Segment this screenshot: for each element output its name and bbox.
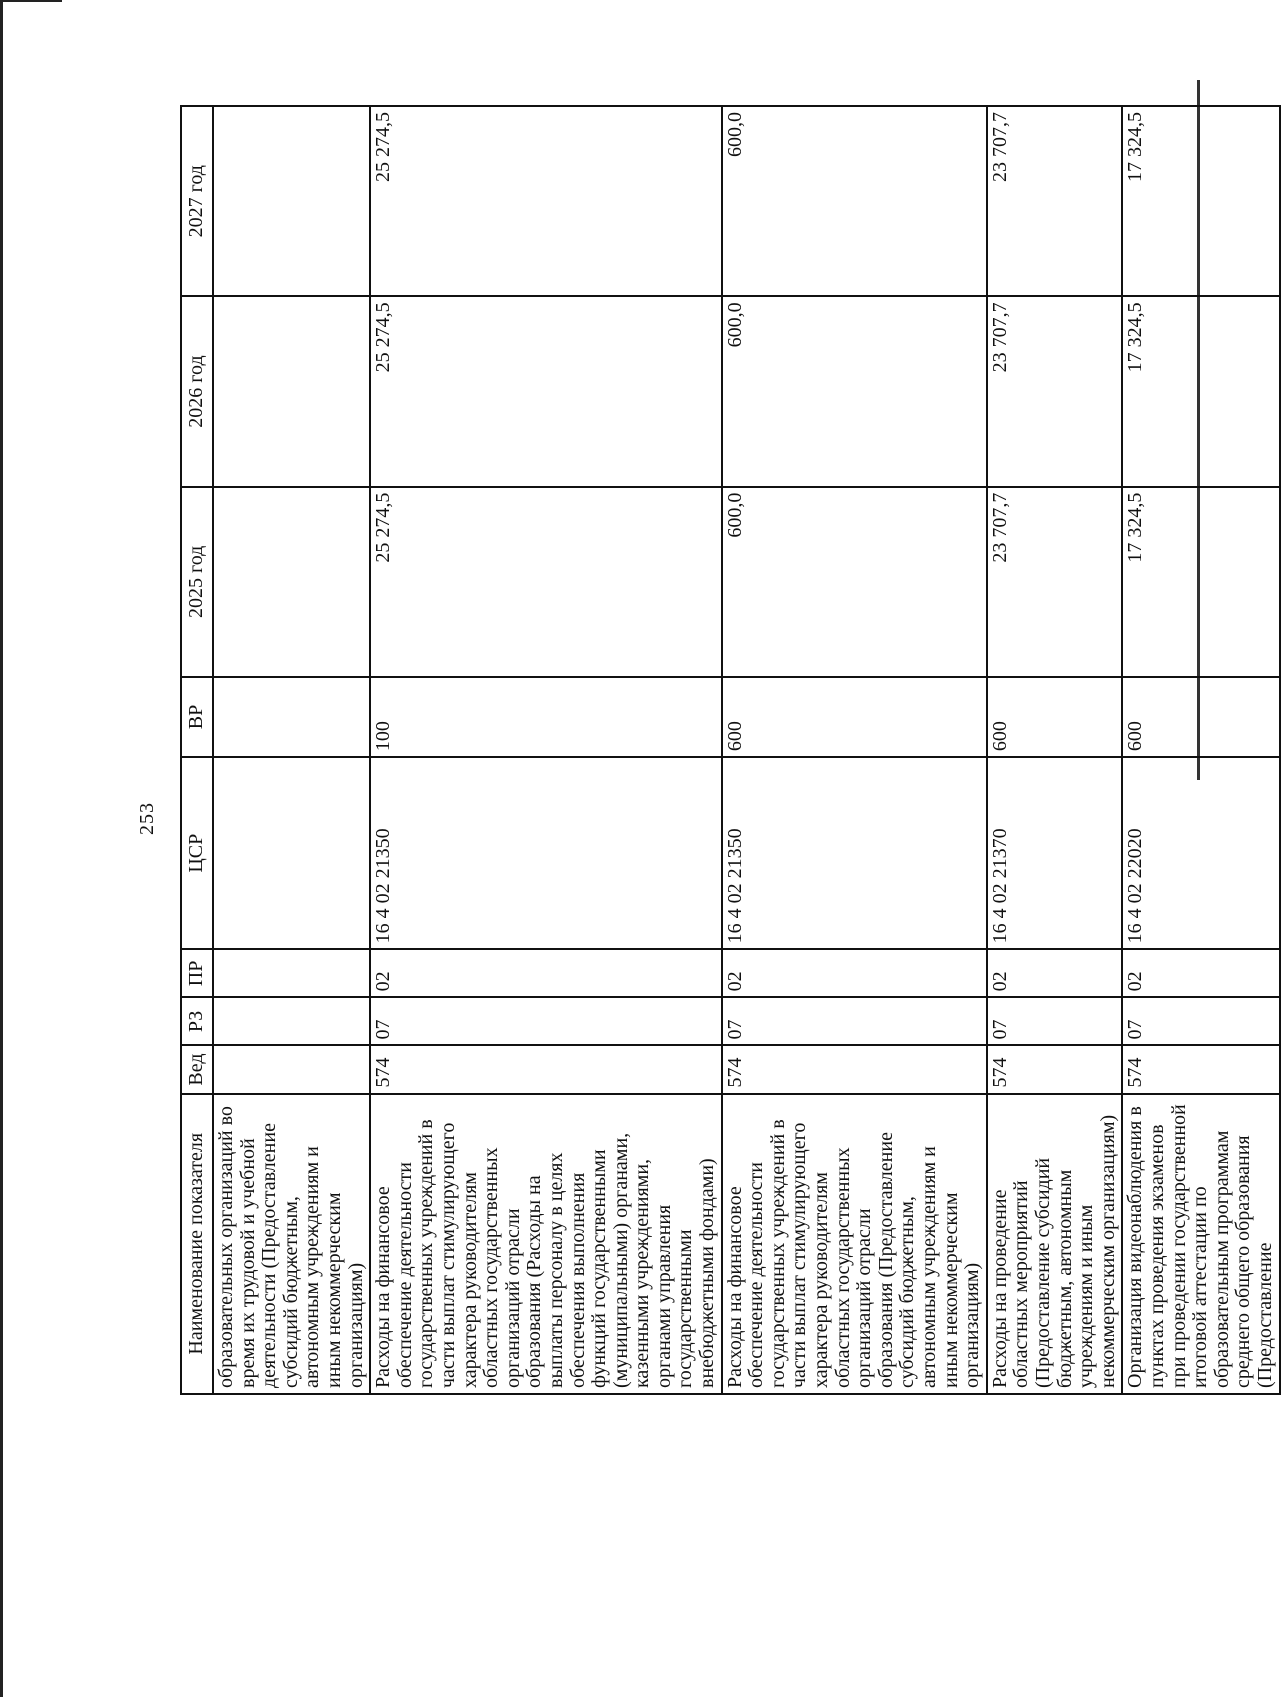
table-row bbox=[722, 106, 987, 1394]
cell-rz: 07 bbox=[1122, 997, 1279, 1045]
cell-pr: 02 bbox=[370, 949, 722, 997]
cell-2027: 17 324,5 bbox=[1122, 106, 1279, 296]
cell-rz: 07 bbox=[722, 997, 987, 1045]
table-row bbox=[370, 106, 722, 1394]
header-rz: РЗ bbox=[181, 997, 213, 1045]
table-row bbox=[987, 106, 1123, 1394]
cell-vr: 600 bbox=[987, 677, 1123, 757]
header-2027: 2027 год bbox=[181, 106, 213, 296]
cell-rz: 07 bbox=[987, 997, 1123, 1045]
cell-2026: 600,0 bbox=[722, 296, 987, 486]
cell-ved: 574 bbox=[722, 1045, 987, 1093]
header-2026: 2026 год bbox=[181, 296, 213, 486]
budget-table bbox=[180, 105, 1281, 1395]
cell-2026: 23 707,7 bbox=[987, 296, 1123, 486]
cell-csr bbox=[213, 757, 370, 949]
cell-2026 bbox=[213, 296, 370, 486]
cell-2025: 23 707,7 bbox=[987, 487, 1123, 677]
cell-name: Расходы на финансовое обеспечение деятельности государственных учреждений в части выплат стимулирующего характера руководителям областных государственных организаций отрасли образования (Предоставление субсидий бюджетным, автономным учреждениям и иным некоммерческим организациям) bbox=[722, 1094, 987, 1394]
header-vr: ВР bbox=[181, 677, 213, 757]
cell-csr: 16 4 02 21350 bbox=[370, 757, 722, 949]
cell-vr bbox=[213, 677, 370, 757]
cell-name: Расходы на финансовое обеспечение деятельности государственных учреждений в части выплат стимулирующего характера руководителям областных государственных организаций отрасли образования (Расходы на выплаты персоналу в целях обеспечения выполнения функций государственными (муниципальными) органами, казенными учреждениями, органами управления государственными внебюджетными фондами) bbox=[370, 1094, 722, 1394]
cell-ved: 574 bbox=[987, 1045, 1123, 1093]
cell-ved: 574 bbox=[1122, 1045, 1279, 1093]
cell-ved bbox=[213, 1045, 370, 1093]
cell-ved: 574 bbox=[370, 1045, 722, 1093]
cell-2027: 25 274,5 bbox=[370, 106, 722, 296]
cell-vr: 600 bbox=[1122, 677, 1279, 757]
cell-pr bbox=[213, 949, 370, 997]
scan-edge-left bbox=[0, 0, 3, 1697]
cell-2025: 17 324,5 bbox=[1122, 487, 1279, 677]
cell-pr: 02 bbox=[722, 949, 987, 997]
cell-pr: 02 bbox=[1122, 949, 1279, 997]
cell-2027: 23 707,7 bbox=[987, 106, 1123, 296]
header-name: Наименование показателя bbox=[181, 1094, 213, 1394]
cell-vr: 100 bbox=[370, 677, 722, 757]
scan-edge-top bbox=[0, 0, 62, 2]
cell-csr: 16 4 02 21370 bbox=[987, 757, 1123, 949]
cell-2027 bbox=[213, 106, 370, 296]
cell-csr: 16 4 02 21350 bbox=[722, 757, 987, 949]
cell-vr: 600 bbox=[722, 677, 987, 757]
cell-rz: 07 bbox=[370, 997, 722, 1045]
cell-2025: 25 274,5 bbox=[370, 487, 722, 677]
cell-2026: 25 274,5 bbox=[370, 296, 722, 486]
page-number: 253 bbox=[136, 802, 158, 835]
header-csr: ЦСР bbox=[181, 757, 213, 949]
cell-pr: 02 bbox=[987, 949, 1123, 997]
cell-rz bbox=[213, 997, 370, 1045]
budget-table-container bbox=[180, 105, 1276, 1395]
cell-csr: 16 4 02 22020 bbox=[1122, 757, 1279, 949]
table-row bbox=[1122, 106, 1279, 1394]
header-ved: Вед bbox=[181, 1045, 213, 1093]
cell-name: Организация видеонаблюдения в пунктах проведения экзаменов при проведении государственной итоговой аттестации по образовательным программам среднего общего образования (Предоставление bbox=[1122, 1094, 1279, 1394]
header-2025: 2025 год bbox=[181, 487, 213, 677]
table-row bbox=[213, 106, 370, 1394]
cell-2025 bbox=[213, 487, 370, 677]
cell-2025: 600,0 bbox=[722, 487, 987, 677]
cell-name: Расходы на проведение областных мероприятий (Предоставление субсидий бюджетным, автономным учреждениям и иным некоммерческим организациям) bbox=[987, 1094, 1123, 1394]
cell-2026: 17 324,5 bbox=[1122, 296, 1279, 486]
header-pr: ПР bbox=[181, 949, 213, 997]
table-header-row bbox=[181, 106, 213, 1394]
cell-2027: 600,0 bbox=[722, 106, 987, 296]
cell-name: образовательных организаций во время их трудовой и учебной деятельности (Предоставление субсидий бюджетным, автономным учреждениям и иным некоммерческим организациям) bbox=[213, 1094, 370, 1394]
